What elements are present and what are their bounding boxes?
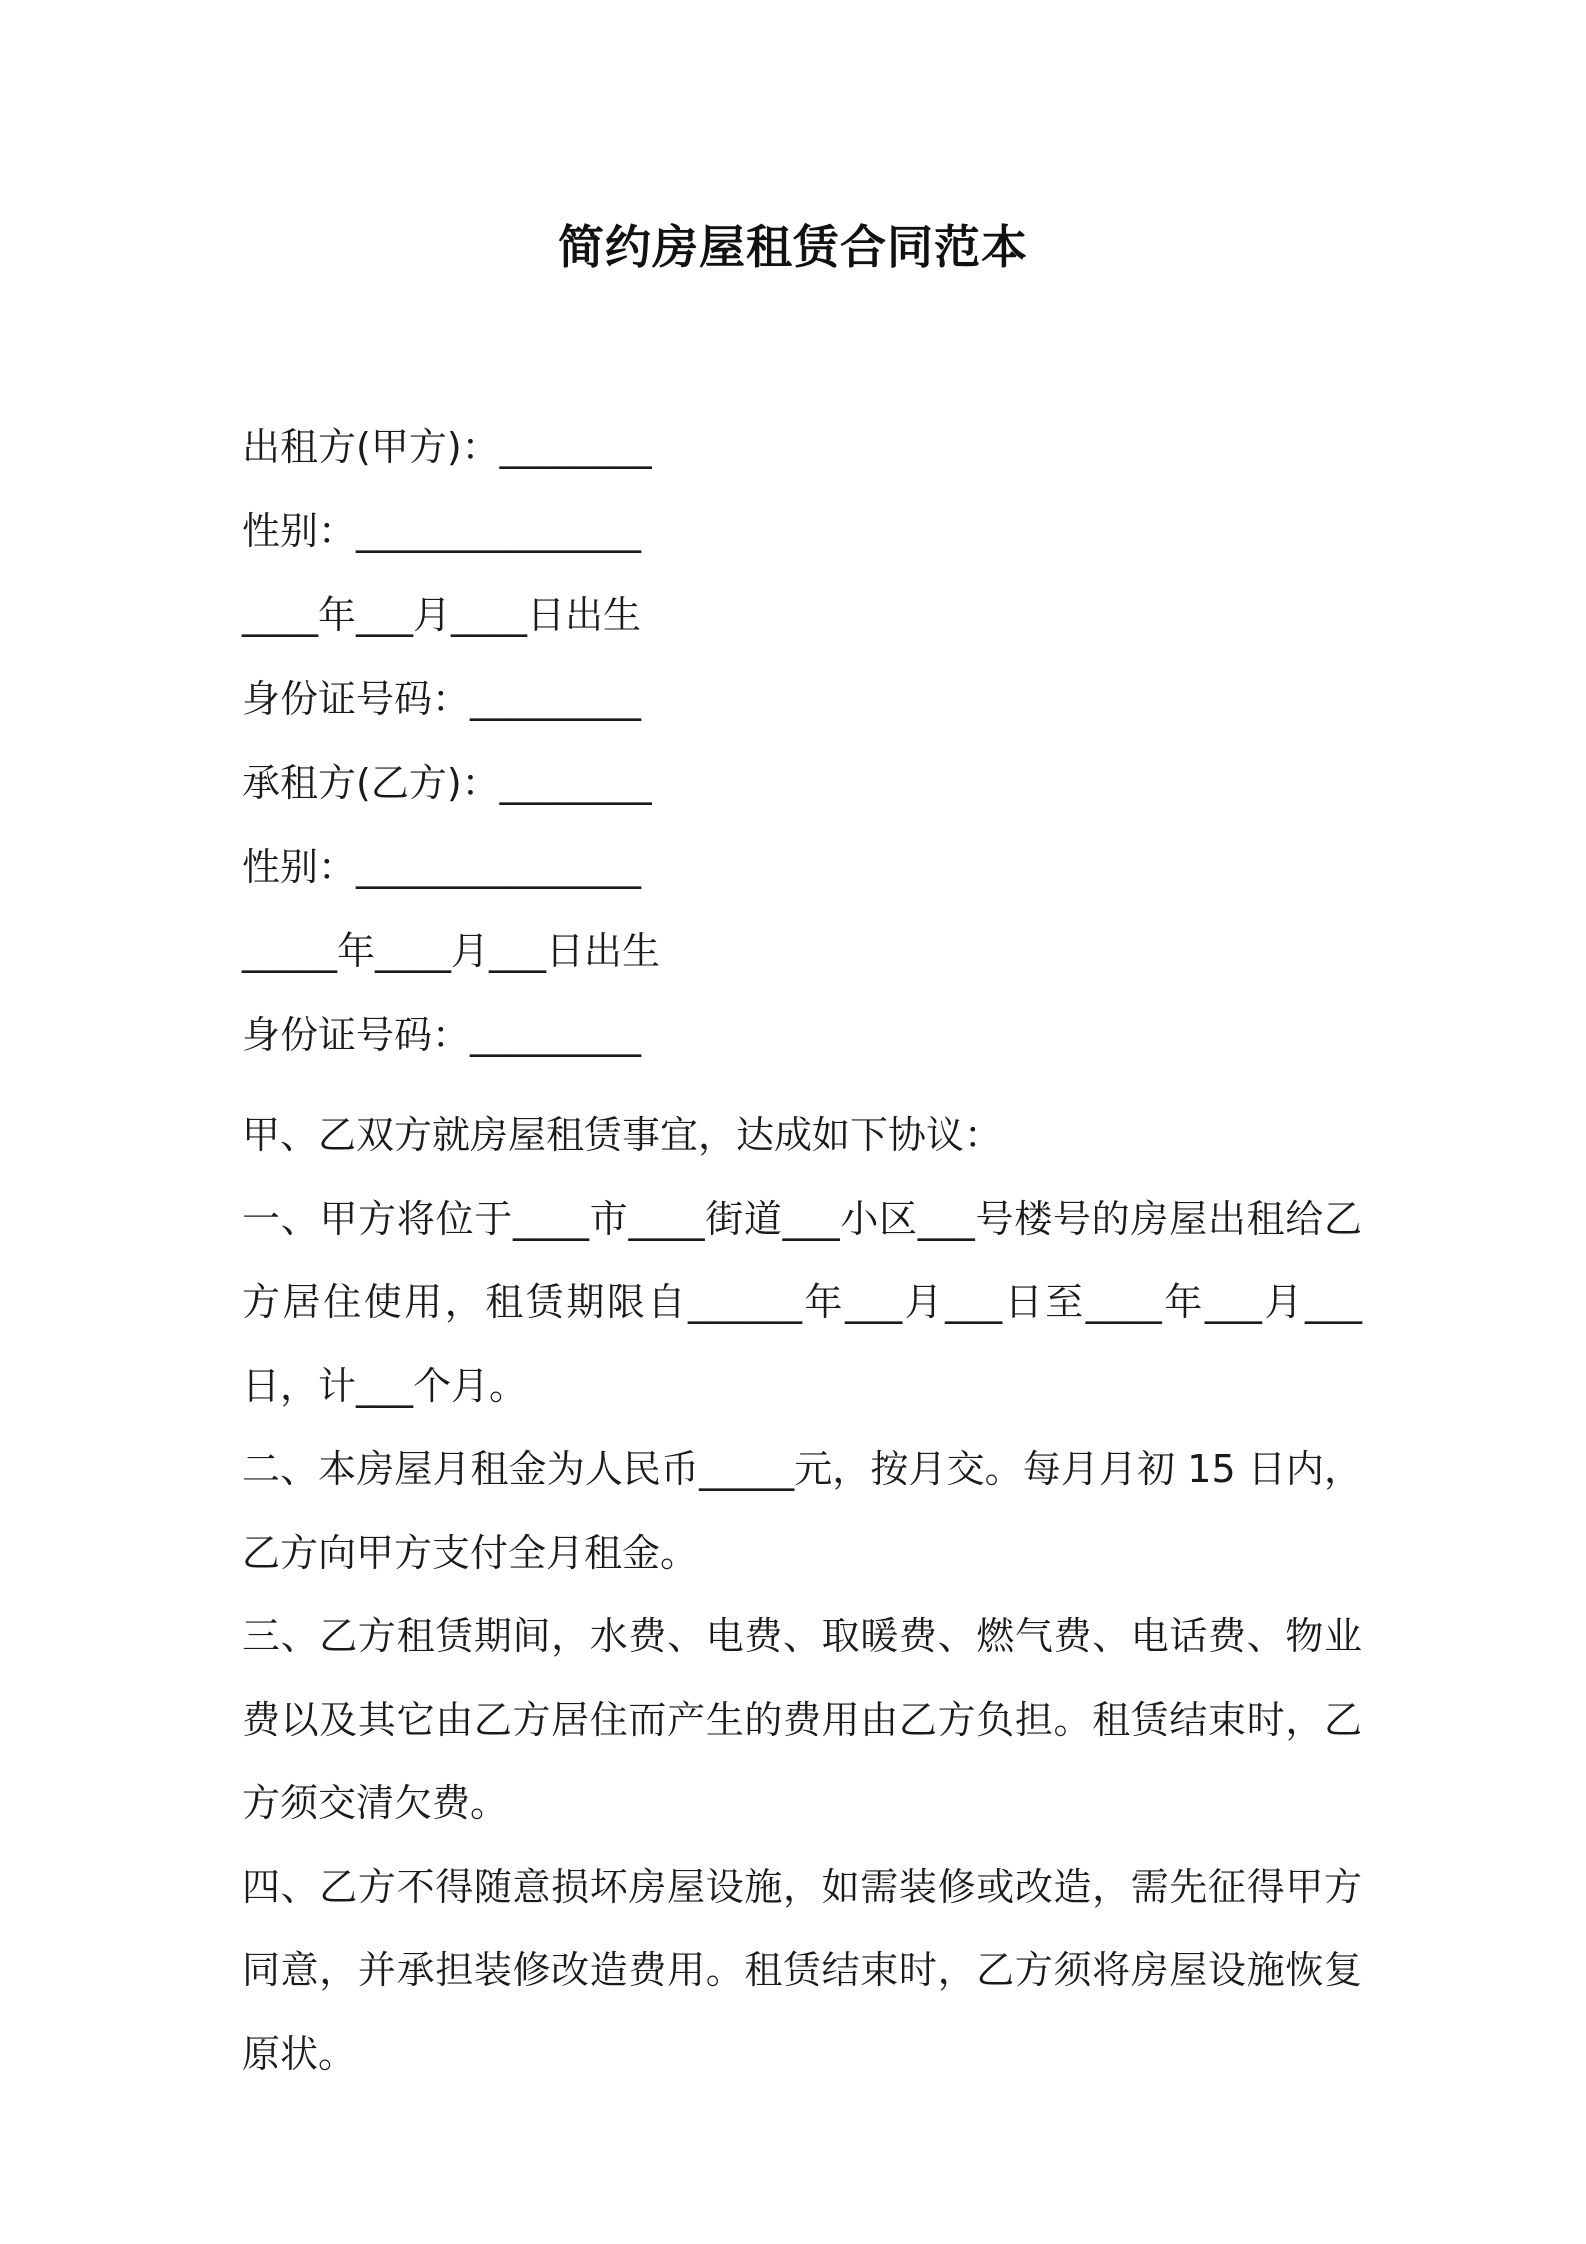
clause-2-rent: 二、本房屋月租金为人民币_____元，按月交。每月月初 15 日内，乙方向甲方支付全月租金。	[242, 1447, 1362, 1575]
lessor-gender-field: 性别：_______________	[242, 509, 642, 553]
lessee-birthdate-field: _____年____月___日出生	[242, 929, 661, 973]
agreement-intro: 甲、乙双方就房屋租赁事宜，达成如下协议：	[242, 1113, 1003, 1157]
contract-body	[242, 1094, 1362, 2096]
lessor-id-number-field: 身份证号码：_________	[242, 677, 642, 721]
document-title: 简约房屋租赁合同范本	[558, 220, 1028, 274]
lessee-name-field: 承租方(乙方)：________	[242, 761, 652, 805]
lessor-birthdate-field: ____年___月____日出生	[242, 593, 642, 637]
clause-3-expenses: 三、乙方租赁期间，水费、电费、取暖费、燃气费、电话费、物业费以及其它由乙方居住而产生的费用由乙方负担。租赁结束时，乙方须交清欠费。	[242, 1614, 1362, 1825]
lessee-id-number-field: 身份证号码：_________	[242, 1013, 642, 1057]
lessee-gender-field: 性别：_______________	[242, 845, 642, 889]
party-info-fields	[242, 405, 1362, 1077]
clause-1-property-and-term: 一、甲方将位于____市____街道___小区___号楼号的房屋出租给乙方居住使用，租赁期限自______年___月___日至____年___月___日，计___个月。	[242, 1196, 1362, 1408]
lessor-name-field: 出租方(甲方)：________	[242, 425, 652, 469]
clause-4-facilities: 四、乙方不得随意损坏房屋设施，如需装修或改造，需先征得甲方同意，并承担装修改造费用。租赁结束时，乙方须将房屋设施恢复原状。	[242, 1864, 1362, 2076]
